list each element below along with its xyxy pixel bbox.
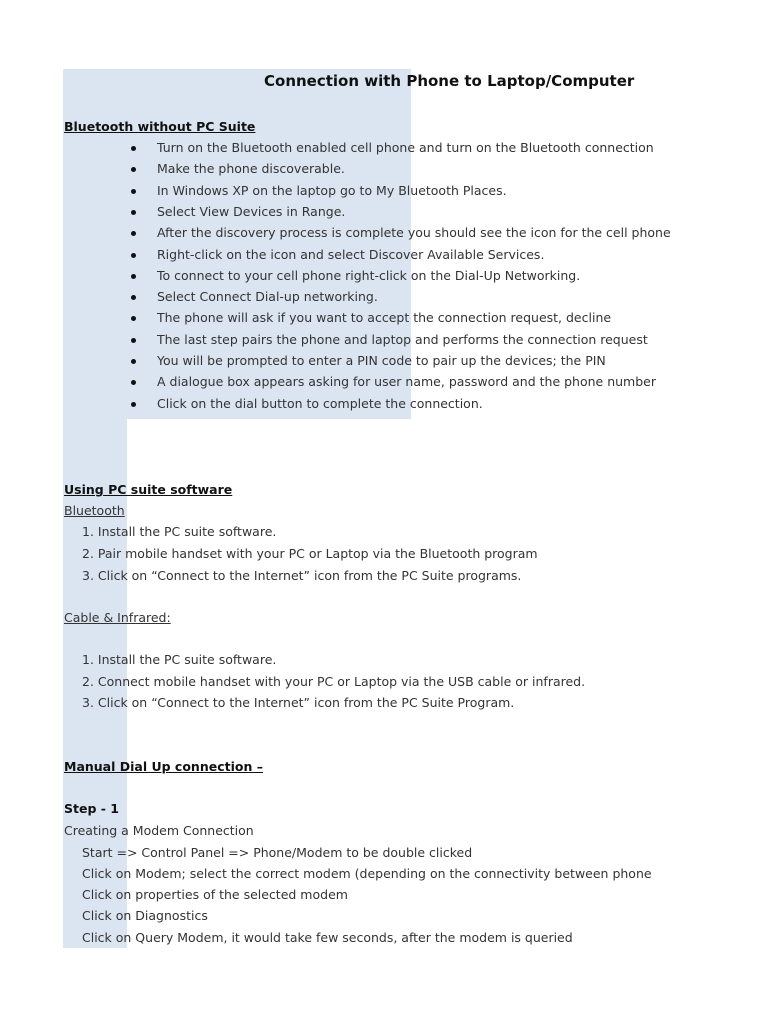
subheading-bluetooth: Bluetooth bbox=[64, 503, 125, 518]
list-item: Select Connect Dial-up networking. bbox=[157, 289, 378, 304]
bullet-icon bbox=[131, 189, 136, 194]
bullet-icon bbox=[131, 253, 136, 258]
list-item: Click on properties of the selected modem bbox=[82, 887, 348, 902]
bullet-icon bbox=[131, 167, 136, 172]
list-item: The phone will ask if you want to accept the connection request, decline bbox=[157, 310, 612, 325]
list-item: After the discovery process is complete you should see the icon for the cell phone bbox=[157, 225, 671, 240]
list-item: 1. Install the PC suite software. bbox=[82, 524, 277, 539]
list-item: 3. Click on “Connect to the Internet” icon from the PC Suite programs. bbox=[82, 568, 522, 583]
list-item: 2. Connect mobile handset with your PC or Laptop via the USB cable or infrared. bbox=[82, 674, 586, 689]
bullet-icon bbox=[131, 338, 136, 343]
bullet-icon bbox=[131, 146, 136, 151]
list-item: 1. Install the PC suite software. bbox=[82, 652, 277, 667]
section-heading-bluetooth-without-pc-suite: Bluetooth without PC Suite bbox=[64, 119, 256, 134]
list-item: Turn on the Bluetooth enabled cell phone and turn on the Bluetooth connection bbox=[157, 140, 654, 155]
step-title: Creating a Modem Connection bbox=[64, 823, 254, 838]
page-title: Connection with Phone to Laptop/Computer bbox=[264, 72, 635, 90]
list-item: You will be prompted to enter a PIN code to pair up the devices; the PIN bbox=[157, 353, 606, 368]
list-item: The last step pairs the phone and laptop and performs the connection request bbox=[157, 332, 648, 347]
bullet-icon bbox=[131, 402, 136, 407]
list-item: Start => Control Panel => Phone/Modem to be double clicked bbox=[82, 845, 473, 860]
list-item: Select View Devices in Range. bbox=[157, 204, 346, 219]
bullet-icon bbox=[131, 359, 136, 364]
list-item: Right-click on the icon and select Discover Available Services. bbox=[157, 247, 545, 262]
list-item: Click on Modem; select the correct modem (depending on the connectivity between phone bbox=[82, 866, 652, 881]
list-item: 3. Click on “Connect to the Internet” icon from the PC Suite Program. bbox=[82, 695, 515, 710]
section-heading-using-pc-suite: Using PC suite software bbox=[64, 482, 233, 497]
bullet-icon bbox=[131, 231, 136, 236]
step-label: Step - 1 bbox=[64, 801, 119, 816]
bullet-icon bbox=[131, 295, 136, 300]
list-item: Click on Query Modem, it would take few seconds, after the modem is queried bbox=[82, 930, 573, 945]
list-item: Make the phone discoverable. bbox=[157, 161, 345, 176]
list-item: In Windows XP on the laptop go to My Bluetooth Places. bbox=[157, 183, 507, 198]
subheading-cable-infrared: Cable & Infrared: bbox=[64, 610, 171, 625]
section-heading-manual-dial-up: Manual Dial Up connection – bbox=[64, 759, 263, 774]
bullet-icon bbox=[131, 380, 136, 385]
list-item: Click on the dial button to complete the connection. bbox=[157, 396, 483, 411]
bullet-icon bbox=[131, 274, 136, 279]
bullet-icon bbox=[131, 210, 136, 215]
list-item: Click on Diagnostics bbox=[82, 908, 208, 923]
list-item: To connect to your cell phone right-click on the Dial-Up Networking. bbox=[157, 268, 581, 283]
bullet-icon bbox=[131, 316, 136, 321]
list-item: A dialogue box appears asking for user name, password and the phone number bbox=[157, 374, 656, 389]
list-item: 2. Pair mobile handset with your PC or Laptop via the Bluetooth program bbox=[82, 546, 538, 561]
